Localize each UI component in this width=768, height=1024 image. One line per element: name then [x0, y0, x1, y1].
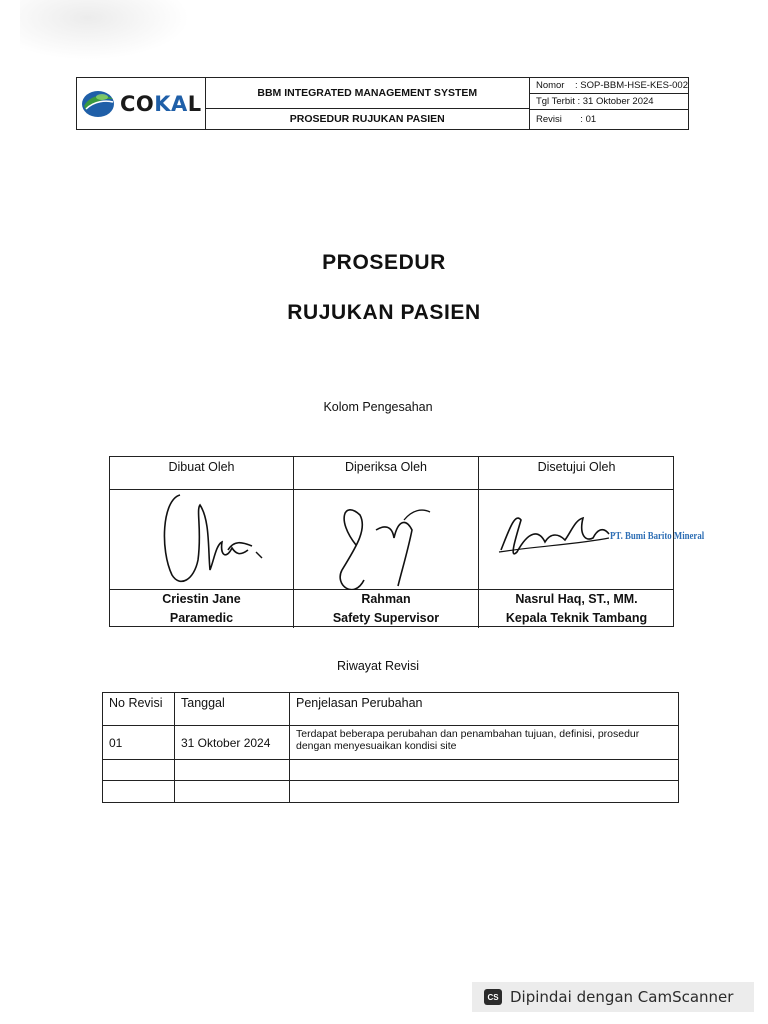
revision-empty-cell	[290, 781, 678, 802]
revision-header-desc: Penjelasan Perubahan	[290, 693, 678, 726]
revision-empty-cell	[103, 781, 175, 802]
approval-header-checked-by: Diperiksa Oleh	[294, 457, 479, 490]
revision-empty-cell	[290, 760, 678, 781]
revision-row-date: 31 Oktober 2024	[175, 726, 290, 760]
camscanner-text: Dipindai dengan CamScanner	[510, 988, 734, 1006]
approval-table	[109, 456, 674, 627]
main-title-line2: RUJUKAN PASIEN	[287, 301, 481, 324]
signer-checked-by	[294, 590, 479, 628]
revision-caption: Riwayat Revisi	[337, 659, 419, 673]
approval-header-made-by: Dibuat Oleh	[110, 457, 294, 490]
system-title: BBM INTEGRATED MANAGEMENT SYSTEM	[206, 78, 529, 109]
revision-empty-cell	[175, 781, 290, 802]
signer-3-name: Nasrul Haq, ST., MM.	[515, 592, 638, 606]
revision-header-date: Tanggal	[175, 693, 290, 726]
signature-2-icon	[294, 490, 479, 590]
revision-header-no: No Revisi	[103, 693, 175, 726]
doc-number: Nomor : SOP-BBM-HSE-KES-002	[530, 78, 688, 94]
signature-1-icon	[110, 490, 294, 590]
company-stamp: PT. Bumi Barito Mineral	[610, 530, 705, 542]
approval-header-approved-by: Disetujui Oleh	[479, 457, 674, 490]
approval-caption: Kolom Pengesahan	[323, 400, 433, 414]
signer-2-role: Safety Supervisor	[332, 611, 440, 625]
company-logo	[77, 78, 206, 129]
camscanner-logo-icon: CS	[484, 989, 502, 1005]
document-header	[76, 77, 689, 130]
signer-1-role: Paramedic	[169, 611, 234, 625]
doc-revision: Revisi : 01	[535, 113, 597, 125]
scan-smudge	[20, 0, 190, 60]
revision-row-desc: Terdapat beberapa perubahan dan penambahan tujuan, definisi, prosedur dengan menyesuaikan kondisi site	[290, 726, 678, 760]
camscanner-watermark	[472, 982, 754, 1012]
header-doc-title: PROSEDUR RUJUKAN PASIEN	[289, 113, 445, 126]
revision-row-no: 01	[103, 726, 175, 760]
signer-3-role: Kepala Teknik Tambang	[505, 611, 648, 625]
signer-1-name: Criestin Jane	[162, 592, 241, 606]
doc-issue-date: Tgl Terbit : 31 Oktober 2024	[530, 94, 688, 110]
logo-mark-icon	[80, 89, 116, 119]
signer-2-name: Rahman	[361, 592, 411, 606]
revision-empty-cell	[103, 760, 175, 781]
signature-cell-made-by	[110, 490, 294, 590]
revision-table	[102, 692, 679, 803]
signer-made-by	[110, 590, 294, 628]
logo-wordmark: COKAL	[119, 91, 202, 116]
main-title-line1: PROSEDUR	[322, 251, 446, 274]
revision-empty-cell	[175, 760, 290, 781]
signature-cell-checked-by	[294, 490, 479, 590]
signer-approved-by	[479, 590, 674, 628]
